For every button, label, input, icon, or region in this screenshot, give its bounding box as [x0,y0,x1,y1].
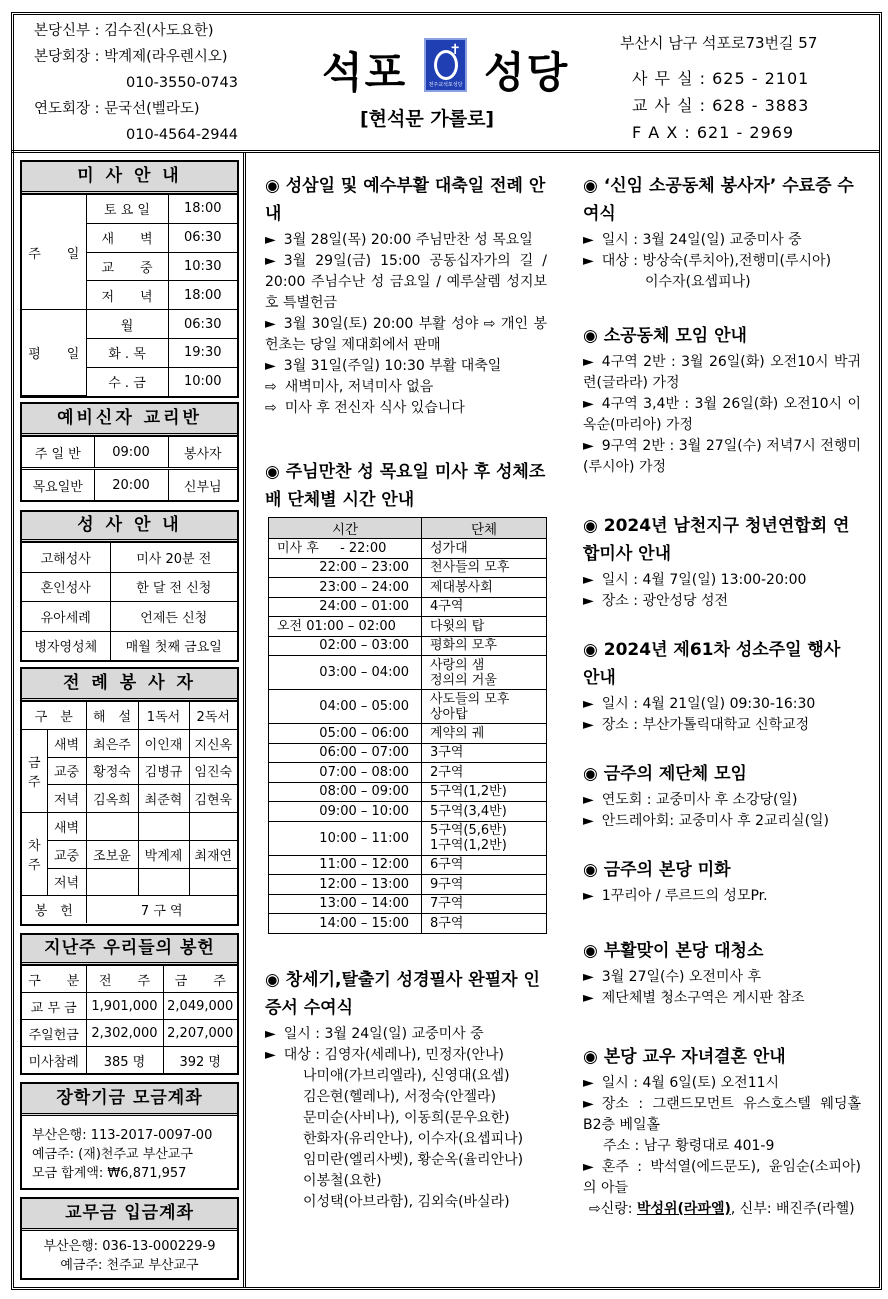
notice-line [583,352,861,394]
arrow-bullet-icon: ► [583,572,594,588]
time-cell: 12:00 – 13:00 [269,875,422,895]
notice-section [583,856,861,907]
text: 새벽 [47,729,86,757]
adoration-schedule-table [268,517,547,934]
table-row [269,763,547,783]
table-row [269,855,547,875]
text: 병자영성체 [22,631,110,660]
notice-line [265,230,547,251]
text: 목요일반 [22,469,94,500]
sunday-label: 주 일 [22,195,86,310]
arrow-bullet-icon: ► [583,253,594,269]
text: 성 사 안 내 [22,512,237,542]
text: 9구역 2반 : 3월 27일(수) 저녁7시 전행미(루시아) 가정 [583,438,861,475]
arrow-bullet-icon: ► [583,888,594,904]
notice-line [583,790,861,811]
text: 미사참례 [22,1047,86,1073]
time-cell: 11:00 – 12:00 [269,855,422,875]
address: 부산시 남구 석포로73번길 57 [620,34,818,52]
staff-info [34,18,238,148]
church-logo: ✝ 천주교석포성당 [424,38,467,92]
section-title: ◉ 창세기,탈출기 성경필사 완필자 인증서 수여식 [265,970,540,1018]
text: 19:30 [168,339,237,368]
text: 박성위(라파엘) [636,1201,731,1217]
arrow-bullet-icon: ► [583,969,594,985]
text: ⇨신랑: [589,1201,637,1217]
text: 교무금 입금계좌 [22,1199,237,1231]
time-cell: 02:00 – 03:00 [269,636,422,656]
total-amount: 모금 합계액: ₩6,871,957 [32,1166,187,1181]
group-cell: 계약의 궤 [422,724,547,744]
text: 교중 [47,840,86,868]
chairman-phone: 010-3550-0743 [126,75,238,91]
empty-cell [86,868,138,896]
time-cell: 06:00 – 07:00 [269,743,422,763]
text: 621 - 2969 [696,123,795,142]
section-title: ◉ 주님만찬 성 목요일 미사 후 성체조배 단체별 시간 안내 [265,462,546,510]
notice-section [265,458,547,516]
notice-line [583,715,861,736]
time-cell: 08:00 – 09:00 [269,782,422,802]
text: 문미순(사비나), 이동희(문우요한) [303,1110,510,1126]
text: 전 주 [86,966,163,993]
text: 새벽미사, 저녁미사 없음 [284,379,434,395]
text: 해 설 [86,702,138,730]
church-name-left: 석포 [322,48,408,97]
notice-line [583,272,861,293]
notice-line [583,1136,861,1157]
notice-line [265,1129,547,1150]
table-row [269,656,547,690]
text: 김옥희 [86,785,138,813]
liturgy-ministers-box [20,667,239,926]
text: 저녁 [47,868,86,896]
text: 대상 : 김영자(세레나), 민정자(안나) [283,1047,504,1063]
text: 전 례 봉 사 자 [22,669,237,701]
text: 예비신자 교리반 [22,404,237,436]
text: 최준혁 [138,785,189,813]
table-row [269,914,547,934]
text: 7 구 역 [86,896,237,923]
notice-line [583,570,861,591]
notice-line [265,1171,547,1192]
text: 이수자(요셉피나) [645,274,751,290]
column-divider [243,152,246,1288]
text: 김은현(헬레나), 서정숙(안젤라) [303,1089,497,1105]
text: 2,207,000 [163,1020,237,1047]
elder-phone: 010-4564-2944 [126,127,238,143]
notice-line [265,1024,547,1045]
text: 최은주 [86,729,138,757]
group-cell: 다윗의 탑 [422,617,547,637]
weekday-label: 평 일 [22,310,86,396]
sacraments-box [20,510,239,662]
contact-info [620,32,817,146]
group-cell: 성가대 [422,539,547,559]
arrow-bullet-icon: ► [583,1075,594,1091]
notice-section [583,636,861,736]
notice-section [265,966,547,1213]
text: 일시 : 4월 6일(토) 오전11시 [601,1075,780,1091]
group-cell: 5구역(1,2반) [422,782,547,802]
group-cell: 5구역(5,6반) 1구역(1,2반) [422,821,547,855]
table-row [269,875,547,895]
empty-cell [189,813,237,841]
notice-section [583,937,861,1009]
arrow-bullet-icon: ► [583,990,594,1006]
notice-line [583,811,861,832]
notice-line [583,1094,861,1136]
text: 1,901,000 [86,993,163,1020]
text: 3월 31일(주일) 10:30 부활 대축일 [283,358,502,374]
time-cell: 09:00 – 10:00 [269,802,422,822]
time-cell: 23:00 – 24:00 [269,578,422,598]
section-title: ◉ ‘신임 소공동체 봉사자’ 수료증 수여식 [583,176,854,224]
notice-line [583,230,861,251]
hollow-arrow-icon: ⇨ [265,379,277,395]
text: 교 사 실 : [632,96,707,115]
text: 한화자(유리안나), 이수자(요셉피나) [303,1131,524,1147]
text: 한 달 전 신청 [110,572,237,602]
bank-account: 부산은행: 113-2017-0097-00 [32,1128,213,1143]
account-holder: 예금주: 천주교 부산교구 [60,1258,199,1273]
text: 일시 : 4월 7일(일) 13:00-20:00 [601,572,807,588]
bank-account: 부산은행: 036-13-000229-9 [43,1239,216,1254]
text: 392 명 [163,1047,237,1073]
table-row [269,782,547,802]
table-row [269,636,547,656]
text: 385 명 [86,1047,163,1073]
arrow-bullet-icon: ► [583,813,594,829]
section-title: ◉ 금주의 본당 미화 [583,860,731,880]
account-holder: 예금주: (재)천주교 부산교구 [32,1147,193,1162]
text: , 신부: 배진주(라헬) [730,1201,855,1217]
table-row [269,821,547,855]
text: 구 분 [22,966,86,993]
text: 금주 [22,729,47,812]
text: 2,302,000 [86,1020,163,1047]
text: 06:30 [168,310,237,339]
text: 2독서 [189,702,237,730]
empty-cell [138,868,189,896]
arrow-bullet-icon: ► [583,717,594,733]
header-divider [12,150,880,153]
offering-box [20,933,239,1075]
text: 연도회 : 교중미사 후 소강당(일) [601,792,798,808]
text: 일시 : 3월 24일(일) 교중미사 중 [601,232,802,248]
arrow-bullet-icon: ► [265,253,276,269]
notice-line [583,967,861,988]
text: 수 . 금 [86,367,168,395]
text: 황정숙 [86,757,138,785]
hollow-arrow-icon: ⇨ [265,400,277,416]
elder-chairman: 연도회장 : 문국선(벨라도) [34,101,200,117]
arrow-bullet-icon: ► [583,438,594,454]
patron-saint: [현석문 가롤로] [360,108,495,130]
time-cell: 04:00 – 05:00 [269,690,422,724]
arrow-bullet-icon: ► [583,1159,594,1175]
table-row [269,617,547,637]
text: 구 분 [22,702,86,730]
catechism-box [20,402,239,502]
tithe-box [20,1197,239,1280]
arrow-bullet-icon: ► [583,696,594,712]
notice-line [583,1157,861,1199]
group-cell: 제대봉사회 [422,578,547,598]
notice-line [265,314,547,356]
text: 임진숙 [189,757,237,785]
group-cell: 8구역 [422,914,547,934]
group-cell: 7구역 [422,894,547,914]
text: 매월 첫째 금요일 [110,631,237,660]
box-title: 미 사 안 내 [22,162,237,194]
time-cell: 22:00 – 23:00 [269,558,422,578]
time-cell: 03:00 – 04:00 [269,656,422,690]
text: 625 - 2101 [712,69,810,88]
text: 교 무 금 [22,993,86,1020]
notice-line [265,398,547,419]
empty-cell [86,813,138,841]
text: 4구역 3,4반 : 3월 26일(화) 오전10시 이옥순(마리아) 가정 [583,396,861,433]
notice-line [583,886,861,907]
group-cell: 4구역 [422,597,547,617]
text: 차주 [22,813,47,896]
text: 3월 27일(수) 오전미사 후 [601,969,761,985]
text: 3월 30일(토) 20:00 부활 성야 ⇨ 개인 봉헌초는 당일 제대회에서 판매 [265,316,547,353]
phone-fax [620,119,817,146]
time-cell: 24:00 – 01:00 [269,597,422,617]
text: 장소 : 부산가톨릭대학교 신학교정 [601,717,810,733]
group-cell: 천사들의 모후 [422,558,547,578]
phone-catechism [620,92,817,119]
notice-line [265,377,547,398]
table-row [269,894,547,914]
group-cell: 평화의 모후 [422,636,547,656]
text: 장학기금 모금계좌 [22,1084,237,1116]
table-row [269,690,547,724]
section-title: ◉ 성삼일 및 예수부활 대축일 전례 안내 [265,176,546,224]
notice-line [265,1192,547,1213]
text: 사 무 실 : [632,69,707,88]
section-title: ◉ 2024년 남천지구 청년연합회 연합미사 안내 [583,516,850,564]
text: 18:00 [168,195,237,224]
text: 일시 : 3월 24일(일) 교중미사 중 [283,1026,484,1042]
text: 천주교석포성당 [428,82,463,88]
text: 새 벽 [86,223,168,252]
text: 안드레아회: 교중미사 후 2교리실(일) [601,813,830,829]
notice-line [583,436,861,478]
arrow-bullet-icon: ► [583,232,594,248]
text: 최재연 [189,840,237,868]
table-row [269,558,547,578]
text: 저녁 [47,785,86,813]
text: 장소 : 그랜드모먼트 유스호스텔 웨딩홀 B2층 베일홀 [583,1096,861,1133]
text: 이성택(아브라함), 김외숙(바실라) [303,1194,510,1210]
phone-office [620,65,817,92]
text: 박계제 [138,840,189,868]
mass-schedule-box [20,160,239,398]
text: 봉사자 [168,437,237,469]
text: 저 녁 [86,281,168,310]
arrow-bullet-icon: ► [583,354,594,370]
time-cell: 05:00 – 06:00 [269,724,422,744]
text: 임미란(엘리사벳), 황순옥(율리안나) [303,1152,524,1168]
notice-section [583,512,861,612]
text: 628 - 3883 [712,96,810,115]
time-cell: 14:00 – 15:00 [269,914,422,934]
arrow-bullet-icon: ► [265,358,276,374]
time-cell: 13:00 – 14:00 [269,894,422,914]
arrow-bullet-icon: ► [583,396,594,412]
arrow-bullet-icon: ► [583,792,594,808]
group-cell: 9구역 [422,875,547,895]
table-row [269,802,547,822]
group-cell: 2구역 [422,763,547,783]
text: 1독서 [138,702,189,730]
text: 유아세례 [22,602,110,632]
text: 3월 28일(목) 20:00 주님만찬 성 목요일 [283,232,533,248]
text: 10:00 [168,367,237,395]
table-row [269,578,547,598]
text: 18:00 [168,281,237,310]
section-title: ◉ 2024년 제61차 성소주일 행사 안내 [583,640,841,688]
table-row [269,597,547,617]
text: 봉 헌 [22,896,86,923]
arrow-bullet-icon: ► [265,316,276,332]
text: 미사 20분 전 [110,543,237,573]
notice-line [583,394,861,436]
text: 1꾸리아 / 루르드의 성모Pr. [601,888,768,904]
text: 장소 : 광안성당 성전 [601,593,729,609]
text: 2,049,000 [163,993,237,1020]
text: 화 . 목 [86,339,168,368]
mass-table [22,194,237,396]
text: 나미애(가브리엘라), 신영대(요셉) [303,1068,510,1084]
table-row [269,743,547,763]
time-cell: 오전 01:00 – 02:00 [269,617,422,637]
notice-line [265,1108,547,1129]
text: 4구역 2반 : 3월 26일(화) 오전10시 박귀련(글라라) 가정 [583,354,861,391]
groom-bride-line [583,1199,861,1220]
scholarship-box [20,1082,239,1190]
column-header: 시간 [269,518,422,539]
notice-section [583,760,861,832]
notice-section [583,322,861,478]
table-row [269,724,547,744]
text: 혼주 : 박석열(에드문도), 윤임순(소피아)의 아들 [583,1159,861,1196]
section-title: ◉ 금주의 제단체 모임 [583,764,747,784]
text: 제단체별 청소구역은 게시판 참조 [601,990,805,1006]
text: 지난주 우리들의 봉헌 [22,935,237,965]
text: 대상 : 방상숙(루치아),전행미(루시아) [601,253,832,269]
text: 신부님 [168,469,237,500]
text: 고해성사 [22,543,110,573]
empty-cell [138,813,189,841]
section-title: ◉ 본당 교우 자녀결혼 안내 [583,1047,786,1067]
column-header: 단체 [422,518,547,539]
notice-line [583,591,861,612]
text: 일시 : 4월 21일(일) 09:30-16:30 [601,696,816,712]
text: 10:30 [168,252,237,281]
notice-line [583,694,861,715]
group-cell: 사도들의 모후 상아탑 [422,690,547,724]
notice-line [265,251,547,314]
text: 이봉철(요한) [303,1173,382,1189]
arrow-bullet-icon: ► [583,1096,594,1112]
text: 김병규 [138,757,189,785]
text: 조보윤 [86,840,138,868]
church-name-right: 성당 [484,48,570,97]
text: 06:30 [168,223,237,252]
text: 언제든 신청 [110,602,237,632]
text: 3월 29일(금) 15:00 공동십자가의 길 / 20:00 주님수난 성 금요일 / 예루살렘 성지보호 특별헌금 [265,253,547,311]
notice-section [583,172,861,293]
text: 미사 후 전신자 식사 있습니다 [284,400,465,416]
arrow-bullet-icon: ► [265,1047,276,1063]
text: 교 중 [86,252,168,281]
group-cell: 3구역 [422,743,547,763]
text: 주 일 반 [22,437,94,469]
time-cell: 07:00 – 08:00 [269,763,422,783]
arrow-bullet-icon: ► [265,1026,276,1042]
time-cell: 10:00 – 11:00 [269,821,422,855]
arrow-bullet-icon: ► [265,232,276,248]
text: 교중 [47,757,86,785]
section-title: ◉ 부활맞이 본당 대청소 [583,941,764,961]
notice-section [265,172,547,419]
pastor: 본당신부 : 김수진(사도요한) [34,23,214,39]
text: 혼인성사 [22,572,110,602]
group-cell: 사랑의 샘 정의의 거울 [422,656,547,690]
section-title: ◉ 소공동체 모임 안내 [583,326,747,346]
text: 20:00 [94,469,168,500]
notice-line [583,1073,861,1094]
notice-line [265,1087,547,1108]
text: 주소 : 남구 황령대로 401-9 [603,1138,775,1154]
notice-line [265,1066,547,1087]
group-cell: 5구역(3,4반) [422,802,547,822]
text: 09:00 [94,437,168,469]
text: 김현욱 [189,785,237,813]
notice-line [583,988,861,1009]
text: F A X : [632,123,691,142]
text: 이인재 [138,729,189,757]
notice-line [265,356,547,377]
notice-section [583,1043,861,1220]
text: 금 주 [163,966,237,993]
notice-line [265,1150,547,1171]
time-cell: 미사 후 - 22:00 [269,539,422,559]
empty-cell [189,868,237,896]
arrow-bullet-icon: ► [583,593,594,609]
text: 새벽 [47,813,86,841]
text: 지신옥 [189,729,237,757]
chairman: 본당회장 : 박계제(라우렌시오) [34,49,228,65]
text: 주일헌금 [22,1020,86,1047]
notice-line [583,251,861,272]
table-row [269,539,547,559]
text: 월 [86,310,168,339]
text: 토 요 일 [86,195,168,224]
notice-line [265,1045,547,1066]
group-cell: 6구역 [422,855,547,875]
